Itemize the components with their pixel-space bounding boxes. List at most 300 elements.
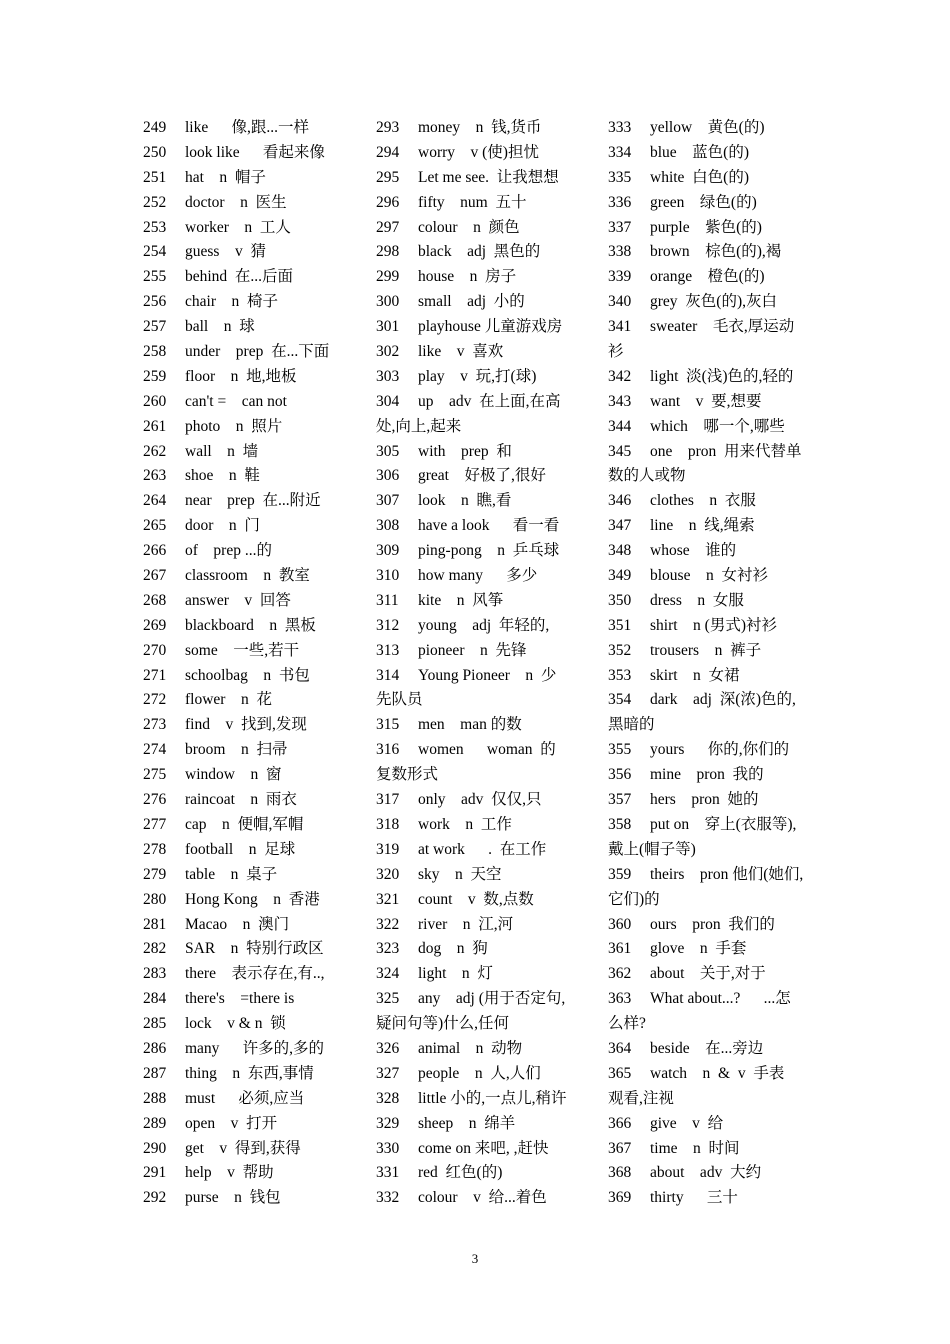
- vocab-entry: [143, 564, 365, 589]
- entry-text: young adj 年轻的,: [418, 616, 550, 634]
- entry-number: 304: [376, 392, 400, 410]
- entry-text: like v 喜欢: [418, 343, 504, 361]
- entry-text: 黑暗的: [608, 716, 655, 734]
- vocab-entry: [143, 489, 365, 514]
- vocab-entry: [376, 390, 598, 415]
- vocab-entry: [376, 614, 598, 639]
- entry-text: only adv 仅仅,只: [418, 791, 542, 809]
- entry-number: 274: [143, 741, 167, 759]
- entry-text: broom n 扫帚: [185, 741, 288, 759]
- entry-text: put on 穿上(衣服等),: [650, 815, 797, 833]
- vocab-entry: [143, 1161, 365, 1186]
- entry-text: white 白色(的): [650, 168, 750, 186]
- vocab-entry: [143, 962, 365, 987]
- entry-number: 354: [608, 691, 632, 709]
- vocab-entry-continuation: [376, 1012, 598, 1037]
- vocab-entry: [608, 166, 830, 191]
- vocab-entry: [608, 141, 830, 166]
- entry-number: 278: [143, 840, 167, 858]
- entry-number: 305: [376, 442, 400, 460]
- entry-text: kite n 风筝: [418, 591, 504, 609]
- entry-text: red 红色(的): [418, 1164, 503, 1182]
- entry-text: money n 钱,货币: [418, 119, 542, 136]
- entry-text: skirt n 女裙: [650, 666, 740, 684]
- vocab-entry: [608, 240, 830, 265]
- entry-text: people n 人,人们: [418, 1064, 541, 1082]
- vocab-entry: [143, 763, 365, 788]
- vocab-entry: [608, 315, 830, 340]
- vocab-entry: [376, 888, 598, 913]
- vocab-entry: [608, 1112, 830, 1137]
- entry-number: 329: [376, 1114, 400, 1132]
- vocab-entry: [608, 913, 830, 938]
- entry-number: 350: [608, 591, 632, 609]
- entry-text: grey 灰色(的),灰白: [650, 293, 777, 311]
- entry-text: theirs pron 他们(她们,: [650, 865, 804, 883]
- entry-text: photo n 照片: [185, 417, 283, 435]
- entry-text: ball n 球: [185, 318, 255, 336]
- entry-text: river n 江,河: [418, 915, 514, 933]
- entry-number: 314: [376, 666, 400, 684]
- vocab-entry: [608, 863, 830, 888]
- vocab-entry: [376, 913, 598, 938]
- entry-text: door n 门: [185, 517, 260, 535]
- entry-text: time n 时间: [650, 1139, 740, 1157]
- entry-number: 341: [608, 318, 632, 336]
- vocab-entry: [608, 440, 830, 465]
- entry-text: open v 打开: [185, 1114, 278, 1132]
- entry-number: 301: [376, 318, 400, 336]
- vocab-entry: [376, 440, 598, 465]
- vocab-entry: [608, 788, 830, 813]
- entry-text: which 哪一个,哪些: [650, 417, 785, 435]
- entry-number: 258: [143, 343, 167, 361]
- entry-text: thirty 三十: [650, 1189, 738, 1207]
- vocab-entry: [376, 987, 598, 1012]
- entry-number: 348: [608, 542, 632, 560]
- entry-text: find v 找到,发现: [185, 716, 307, 734]
- entry-text: colour v 给...着色: [418, 1189, 547, 1207]
- vocab-entry: [143, 290, 365, 315]
- vocab-entry: [143, 340, 365, 365]
- entry-number: 265: [143, 517, 167, 535]
- vocab-entry: [376, 1087, 598, 1112]
- vocab-column-3: [608, 116, 830, 1211]
- entry-text: give v 给: [650, 1114, 724, 1132]
- vocab-entry: [608, 489, 830, 514]
- entry-number: 281: [143, 915, 167, 933]
- entry-text: yours 你的,你们的: [650, 741, 790, 759]
- vocab-entry: [143, 664, 365, 689]
- vocab-entry: [376, 514, 598, 539]
- entry-number: 318: [376, 815, 400, 833]
- entry-text: cap n 便帽,军帽: [185, 815, 304, 833]
- entry-number: 253: [143, 218, 167, 236]
- vocab-entry: [608, 365, 830, 390]
- entry-number: 308: [376, 517, 400, 535]
- entry-text: help v 帮助: [185, 1164, 274, 1182]
- entry-text: look n 瞧,看: [418, 492, 512, 510]
- vocab-entry: [608, 116, 830, 141]
- vocab-entry: [376, 539, 598, 564]
- vocab-entry: [376, 340, 598, 365]
- entry-text: look like 看起来像: [185, 143, 325, 161]
- entry-number: 283: [143, 965, 167, 983]
- entry-number: 282: [143, 940, 167, 958]
- entry-number: 359: [608, 865, 632, 883]
- entry-number: 360: [608, 915, 632, 933]
- entry-number: 288: [143, 1089, 167, 1107]
- vocab-entry: [143, 514, 365, 539]
- entry-text: 处,向上,起来: [376, 417, 462, 435]
- entry-number: 328: [376, 1089, 400, 1107]
- entry-number: 300: [376, 293, 400, 311]
- vocab-entry: [376, 664, 598, 689]
- entry-number: 336: [608, 193, 632, 211]
- page-number: 3: [471, 1251, 479, 1266]
- entry-number: 256: [143, 293, 167, 311]
- vocab-entry: [608, 1062, 830, 1087]
- entry-number: 294: [376, 143, 400, 161]
- entry-text: trousers n 裤子: [650, 641, 762, 659]
- entry-number: 297: [376, 218, 400, 236]
- vocab-entry: [608, 191, 830, 216]
- vocab-entry: [143, 987, 365, 1012]
- entry-text: raincoat n 雨衣: [185, 791, 297, 809]
- entry-number: 276: [143, 791, 167, 809]
- entry-text: sweater 毛衣,厚运动: [650, 318, 795, 336]
- entry-number: 267: [143, 567, 167, 585]
- entry-number: 345: [608, 442, 632, 460]
- entry-number: 365: [608, 1064, 632, 1082]
- vocab-entry: [143, 1012, 365, 1037]
- vocab-entry: [376, 639, 598, 664]
- entry-text: any adj (用于否定句,: [418, 990, 566, 1008]
- entry-number: 353: [608, 666, 632, 684]
- vocab-entry-continuation: [376, 763, 598, 788]
- entry-number: 299: [376, 268, 400, 286]
- vocab-entry: [143, 265, 365, 290]
- entry-text: wall n 墙: [185, 442, 259, 460]
- entry-text: dark adj 深(浓)色的,: [650, 691, 796, 709]
- entry-text: doctor n 医生: [185, 193, 287, 211]
- entry-text: 它们)的: [608, 890, 660, 908]
- entry-text: with prep 和: [418, 442, 512, 460]
- entry-text: hat n 帽子: [185, 168, 266, 186]
- entry-text: have a look 看一看: [418, 517, 560, 535]
- entry-text: must 必须,应当: [185, 1089, 305, 1107]
- vocab-entry: [608, 987, 830, 1012]
- vocab-entry: [376, 1186, 598, 1211]
- entry-text: little 小的,一点儿,稍许: [418, 1089, 567, 1107]
- entry-text: dog n 狗: [418, 940, 488, 958]
- entry-text: black adj 黑色的: [418, 243, 541, 261]
- vocab-entry-continuation: [376, 688, 598, 713]
- vocab-entry: [376, 290, 598, 315]
- entry-number: 275: [143, 766, 167, 784]
- vocab-entry: [143, 415, 365, 440]
- vocab-entry: [143, 1186, 365, 1211]
- entry-number: 268: [143, 591, 167, 609]
- entry-text: answer v 回答: [185, 591, 291, 609]
- entry-text: shirt n (男式)衬衫: [650, 616, 778, 634]
- entry-text: line n 线,绳索: [650, 517, 755, 535]
- entry-text: how many 多少: [418, 567, 538, 585]
- entry-number: 264: [143, 492, 167, 510]
- entry-number: 352: [608, 641, 632, 659]
- entry-text: window n 窗: [185, 766, 282, 784]
- entry-text: clothes n 衣服: [650, 492, 756, 510]
- vocab-entry: [376, 838, 598, 863]
- entry-number: 315: [376, 716, 400, 734]
- entry-number: 331: [376, 1164, 400, 1182]
- entry-text: table n 桌子: [185, 865, 278, 883]
- entry-text: sheep n 绵羊: [418, 1114, 516, 1132]
- entry-number: 311: [376, 591, 399, 609]
- entry-text: behind 在...后面: [185, 268, 294, 286]
- vocab-entry-continuation: [376, 415, 598, 440]
- entry-number: 250: [143, 143, 167, 161]
- entry-number: 255: [143, 268, 167, 286]
- vocab-entry: [608, 514, 830, 539]
- entry-number: 337: [608, 218, 632, 236]
- entry-text: want v 要,想要: [650, 392, 762, 410]
- vocab-entry: [143, 589, 365, 614]
- vocab-entry: [143, 788, 365, 813]
- entry-number: 292: [143, 1189, 167, 1207]
- entry-number: 295: [376, 168, 400, 186]
- entry-text: get v 得到,获得: [185, 1139, 301, 1157]
- entry-number: 367: [608, 1139, 632, 1157]
- entry-text: flower n 花: [185, 691, 272, 709]
- entry-text: SAR n 特别行政区: [185, 940, 324, 958]
- entry-number: 249: [143, 119, 167, 136]
- vocab-entry: [143, 440, 365, 465]
- vocab-entry: [608, 1186, 830, 1211]
- vocab-entry: [143, 1087, 365, 1112]
- vocab-entry-continuation: [608, 713, 830, 738]
- vocab-entry: [143, 738, 365, 763]
- entry-text: blouse n 女衬衫: [650, 567, 768, 585]
- entry-number: 342: [608, 367, 632, 385]
- vocab-entry: [143, 216, 365, 241]
- vocab-entry: [143, 390, 365, 415]
- entry-text: Young Pioneer n 少: [418, 666, 557, 684]
- entry-text: dress n 女服: [650, 591, 744, 609]
- entry-text: fifty num 五十: [418, 193, 527, 211]
- entry-text: whose 谁的: [650, 542, 737, 560]
- entry-text: Let me see. 让我想想: [418, 168, 559, 186]
- entry-number: 291: [143, 1164, 167, 1182]
- vocab-entry: [376, 1112, 598, 1137]
- entry-text: 么样?: [608, 1015, 646, 1033]
- entry-number: 356: [608, 766, 632, 784]
- vocab-entry: [376, 962, 598, 987]
- entry-number: 312: [376, 616, 400, 634]
- vocab-entry: [376, 1037, 598, 1062]
- entry-text: thing n 东西,事情: [185, 1064, 314, 1082]
- entry-text: great 好极了,很好: [418, 467, 546, 485]
- entry-number: 322: [376, 915, 400, 933]
- vocab-entry: [608, 216, 830, 241]
- entry-text: worker n 工人: [185, 218, 291, 236]
- entry-number: 330: [376, 1139, 400, 1157]
- vocab-entry: [376, 116, 598, 141]
- entry-text: play v 玩,打(球): [418, 367, 537, 385]
- vocab-entry: [143, 639, 365, 664]
- entry-number: 262: [143, 442, 167, 460]
- entry-text: guess v 猜: [185, 243, 266, 261]
- vocab-entry: [376, 315, 598, 340]
- vocab-entry: [143, 688, 365, 713]
- entry-number: 363: [608, 990, 632, 1008]
- entry-text: of prep ...的: [185, 542, 272, 560]
- entry-text: football n 足球: [185, 840, 296, 858]
- entry-text: 戴上(帽子等): [608, 840, 696, 858]
- entry-number: 338: [608, 243, 632, 261]
- vocab-entry: [376, 1062, 598, 1087]
- entry-text: ours pron 我们的: [650, 915, 775, 933]
- entry-text: 数的人或物: [608, 467, 686, 485]
- vocab-entry: [376, 589, 598, 614]
- entry-text: about adv 大约: [650, 1164, 762, 1182]
- entry-text: about 关于,对于: [650, 965, 766, 983]
- entry-text: 疑问句等)什么,任何: [376, 1015, 510, 1033]
- entry-number: 260: [143, 392, 167, 410]
- vocab-entry: [376, 788, 598, 813]
- vocab-entry: [608, 290, 830, 315]
- entry-number: 285: [143, 1015, 167, 1033]
- entry-text: light n 灯: [418, 965, 493, 983]
- entry-number: 347: [608, 517, 632, 535]
- vocab-entry-continuation: [608, 838, 830, 863]
- entry-number: 293: [376, 119, 400, 136]
- entry-text: at work . 在工作: [418, 840, 547, 858]
- entry-number: 259: [143, 367, 167, 385]
- vocab-entry: [376, 240, 598, 265]
- vocab-entry-continuation: [608, 464, 830, 489]
- vocab-entry: [143, 1037, 365, 1062]
- entry-number: 306: [376, 467, 400, 485]
- entry-text: yellow 黄色(的): [650, 119, 765, 136]
- entry-number: 357: [608, 791, 632, 809]
- entry-number: 320: [376, 865, 400, 883]
- entry-number: 321: [376, 890, 400, 908]
- vocab-entry: [143, 315, 365, 340]
- entry-text: 观看,注视: [608, 1089, 674, 1107]
- entry-text: house n 房子: [418, 268, 517, 286]
- vocab-entry: [376, 713, 598, 738]
- entry-text: worry v (使)担忧: [418, 143, 539, 161]
- entry-text: Hong Kong n 香港: [185, 890, 320, 908]
- vocab-entry: [143, 913, 365, 938]
- vocab-entry: [376, 738, 598, 763]
- entry-number: 284: [143, 990, 167, 1008]
- entry-number: 280: [143, 890, 167, 908]
- entry-number: 319: [376, 840, 400, 858]
- entry-number: 310: [376, 567, 400, 585]
- vocab-entry: [608, 639, 830, 664]
- entry-number: 272: [143, 691, 167, 709]
- entry-text: 先队员: [376, 691, 423, 709]
- entry-text: many 许多的,多的: [185, 1039, 325, 1057]
- entry-number: 351: [608, 616, 632, 634]
- entry-number: 271: [143, 666, 167, 684]
- vocab-entry-continuation: [608, 888, 830, 913]
- vocab-entry: [143, 240, 365, 265]
- entry-number: 252: [143, 193, 167, 211]
- vocab-entry: [143, 365, 365, 390]
- entry-text: pioneer n 先锋: [418, 641, 527, 659]
- vocab-entry: [376, 937, 598, 962]
- entry-text: glove n 手套: [650, 940, 747, 958]
- entry-text: come on 来吧, ,赶快: [418, 1139, 549, 1157]
- vocab-entry: [143, 813, 365, 838]
- entry-number: 334: [608, 143, 632, 161]
- entry-text: ping-pong n 乒乓球: [418, 542, 560, 560]
- entry-text: men man 的数: [418, 716, 522, 734]
- vocab-entry: [608, 614, 830, 639]
- vocab-entry: [608, 937, 830, 962]
- entry-number: 358: [608, 815, 632, 833]
- entry-number: 261: [143, 417, 167, 435]
- vocab-entry: [143, 838, 365, 863]
- entry-text: small adj 小的: [418, 293, 525, 311]
- entry-text: colour n 颜色: [418, 218, 520, 236]
- entry-number: 317: [376, 791, 400, 809]
- entry-number: 346: [608, 492, 632, 510]
- entry-number: 298: [376, 243, 400, 261]
- entry-number: 307: [376, 492, 400, 510]
- entry-number: 343: [608, 392, 632, 410]
- entry-text: What about...? ...怎: [650, 990, 791, 1008]
- entry-text: classroom n 教室: [185, 567, 310, 585]
- vocab-entry: [376, 1137, 598, 1162]
- entry-text: beside 在...旁边: [650, 1039, 764, 1057]
- entry-number: 355: [608, 741, 632, 759]
- vocab-entry: [376, 216, 598, 241]
- entry-text: there's =there is: [185, 990, 295, 1008]
- vocab-entry: [608, 539, 830, 564]
- vocab-entry: [608, 589, 830, 614]
- entry-number: 326: [376, 1039, 400, 1057]
- vocab-entry: [376, 365, 598, 390]
- entry-number: 349: [608, 567, 632, 585]
- vocab-entry: [376, 813, 598, 838]
- vocab-entry: [376, 863, 598, 888]
- entry-number: 344: [608, 417, 632, 435]
- vocab-entry: [143, 1062, 365, 1087]
- vocab-entry-continuation: [608, 1012, 830, 1037]
- entry-text: women woman 的: [418, 741, 556, 759]
- entry-number: 369: [608, 1189, 632, 1207]
- vocab-entry: [608, 763, 830, 788]
- entry-number: 286: [143, 1039, 167, 1057]
- entry-number: 296: [376, 193, 400, 211]
- entry-number: 273: [143, 716, 167, 734]
- entry-number: 362: [608, 965, 632, 983]
- entry-number: 339: [608, 268, 632, 286]
- entry-number: 270: [143, 641, 167, 659]
- entry-number: 323: [376, 940, 400, 958]
- vocab-entry: [376, 191, 598, 216]
- vocab-entry: [143, 937, 365, 962]
- vocab-entry: [608, 664, 830, 689]
- vocab-entry: [143, 141, 365, 166]
- entry-text: playhouse 儿童游戏房: [418, 318, 563, 336]
- entry-number: 257: [143, 318, 167, 336]
- entry-number: 361: [608, 940, 632, 958]
